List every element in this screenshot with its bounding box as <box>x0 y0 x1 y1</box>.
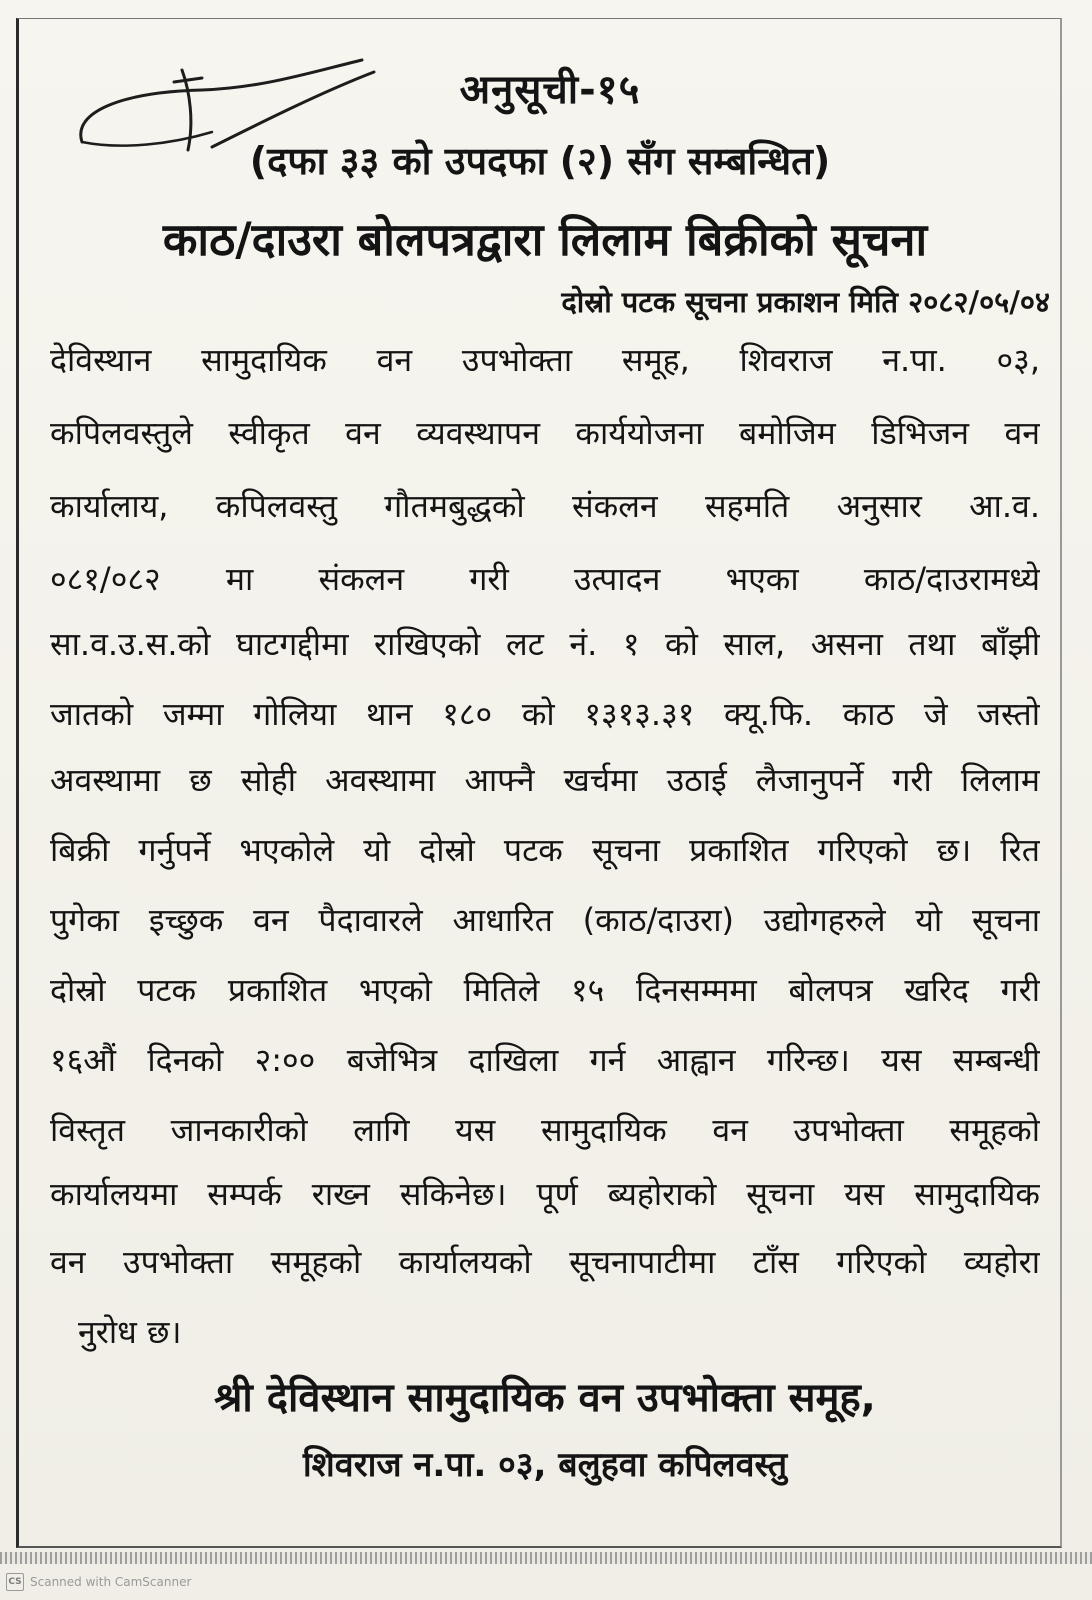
body-line: विस्तृत जानकारीको लागि यस सामुदायिक वन उपभोक्ता समूहको <box>50 1111 1040 1149</box>
issuer-address: शिवराज न.पा. ०३, बलुहवा कपिलवस्तु <box>302 1445 788 1485</box>
schedule-heading: अनुसूची-१५ <box>459 67 641 113</box>
body-line: जातको जम्मा गोलिया थान १८० को १३१३.३१ क्यू.फि. काठ जे जस्तो <box>50 695 1040 733</box>
body-line: नुरोध छ। <box>78 1313 182 1351</box>
body-line: १६औं दिनको २:०० बजेभित्र दाखिला गर्न आह्वान गरिन्छ। यस सम्बन्धी <box>50 1041 1040 1079</box>
body-line: कपिलवस्तुले स्वीकृत वन व्यवस्थापन कार्ययोजना बमोजिम डिभिजन वन <box>50 414 1040 452</box>
camscanner-logo-icon: CS <box>6 1573 24 1591</box>
legal-reference: (दफा ३३ को उपदफा (२) सँग सम्बन्धित) <box>249 139 831 183</box>
body-line: अवस्थामा छ सोही अवस्थामा आफ्नै खर्चमा उठाई लैजानुपर्ने गरी लिलाम <box>50 761 1040 799</box>
notice-title: काठ/दाउरा बोलपत्रद्वारा लिलाम बिक्रीको सूचना <box>162 213 928 266</box>
body-line: पुगेका इच्छुक वन पैदावारले आधारित (काठ/दाउरा) उद्योगहरुले यो सूचना <box>50 901 1040 939</box>
body-line: दोस्रो पटक प्रकाशित भएको मितिले १५ दिनसम्ममा बोलपत्र खरिद गरी <box>50 971 1040 1009</box>
body-line: सा.व.उ.स.को घाटगद्दीमा राखिएको लट नं. १ को साल, असना तथा बाँझी <box>50 625 1040 663</box>
body-line: कार्यालयमा सम्पर्क राख्न सकिनेछ। पूर्ण ब्यहोराको सूचना यस सामुदायिक <box>50 1175 1040 1213</box>
body-line: वन उपभोक्ता समूहको कार्यालयको सूचनापाटीमा टाँस गरिएको व्यहोरा <box>50 1243 1040 1281</box>
issuer-name: श्री देविस्थान सामुदायिक वन उपभोक्ता समूह, <box>214 1375 876 1421</box>
body-line: देविस्थान सामुदायिक वन उपभोक्ता समूह, शिवराज न.पा. ०३, <box>50 341 1040 379</box>
publication-date: दोस्रो पटक सूचना प्रकाशन मिति २०८२/०५/०४ <box>561 285 1050 319</box>
scanner-watermark <box>6 1572 191 1592</box>
torn-edge <box>0 1552 1092 1564</box>
scanner-text: Scanned with CamScanner <box>30 1575 192 1589</box>
body-line: बिक्री गर्नुपर्ने भएकोले यो दोस्रो पटक सूचना प्रकाशित गरिएको छ। रित <box>50 831 1040 869</box>
body-line: कार्यालाय, कपिलवस्तु गौतमबुद्धको संकलन सहमति अनुसार आ.व. <box>50 487 1040 525</box>
body-line: ०८१/०८२ मा संकलन गरी उत्पादन भएका काठ/दाउरामध्ये <box>50 560 1040 598</box>
